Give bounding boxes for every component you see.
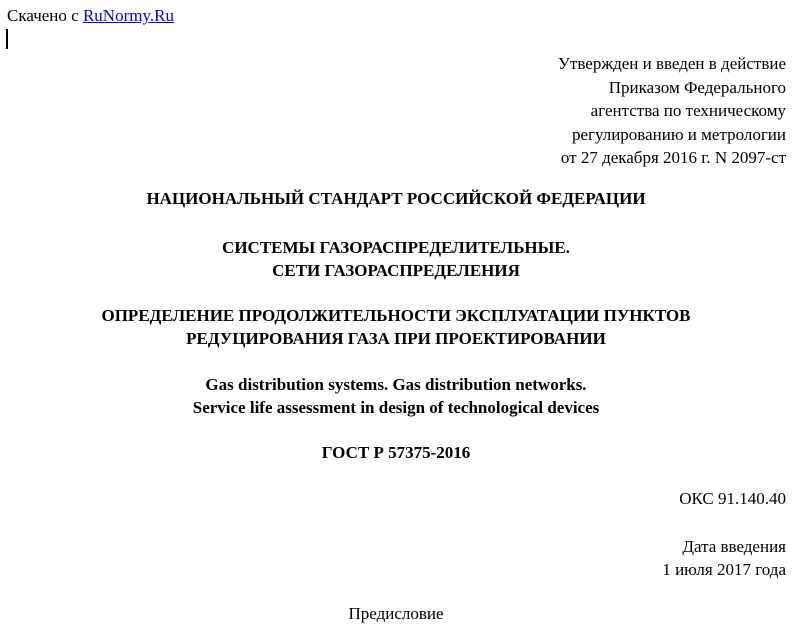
approval-line: агентства по техническому bbox=[590, 101, 786, 120]
approval-line: Утвержден и введен в действие bbox=[557, 54, 786, 73]
gost-number: ГОСТ Р 57375-2016 bbox=[321, 443, 471, 462]
systems-title-line: СИСТЕМЫ ГАЗОРАСПРЕДЕЛИТЕЛЬНЫЕ. bbox=[222, 238, 570, 257]
national-standard-title: НАЦИОНАЛЬНЫЙ СТАНДАРТ РОССИЙСКОЙ ФЕДЕРАЦИИ bbox=[146, 189, 646, 208]
approval-line: регулированию и метрологии bbox=[571, 124, 786, 144]
english-title bbox=[0, 373, 792, 419]
definition-title-line: ОПРЕДЕЛЕНИЕ ПРОДОЛЖИТЕЛЬНОСТИ ЭКСПЛУАТАЦИИ ПУНКТОВ bbox=[101, 306, 691, 325]
definition-title bbox=[0, 304, 792, 350]
english-title-line: Gas distribution systems. Gas distribution networks. bbox=[205, 375, 587, 394]
oks-code: ОКС 91.140.40 bbox=[679, 489, 786, 508]
intro-date-block bbox=[662, 535, 786, 581]
approval-block bbox=[558, 52, 786, 170]
foreword-heading: Предисловие bbox=[348, 604, 444, 623]
intro-date-label: Дата введения bbox=[682, 537, 786, 556]
runormy-link[interactable]: RuNormy.Ru bbox=[82, 6, 174, 25]
systems-title-line: СЕТИ ГАЗОРАСПРЕДЕЛЕНИЯ bbox=[272, 261, 520, 280]
systems-title bbox=[0, 236, 792, 282]
source-prefix: Скачено с bbox=[7, 6, 83, 25]
approval-line: Приказом Федерального bbox=[608, 77, 786, 97]
source-line bbox=[7, 6, 174, 26]
english-title-line: Service life assessment in design of technological devices bbox=[192, 398, 600, 417]
text-cursor bbox=[6, 29, 8, 49]
intro-date-value: 1 июля 2017 года bbox=[662, 560, 786, 579]
definition-title-line: РЕДУЦИРОВАНИЯ ГАЗА ПРИ ПРОЕКТИРОВАНИИ bbox=[186, 329, 606, 348]
approval-line: от 27 декабря 2016 г. N 2097-ст bbox=[560, 148, 786, 167]
